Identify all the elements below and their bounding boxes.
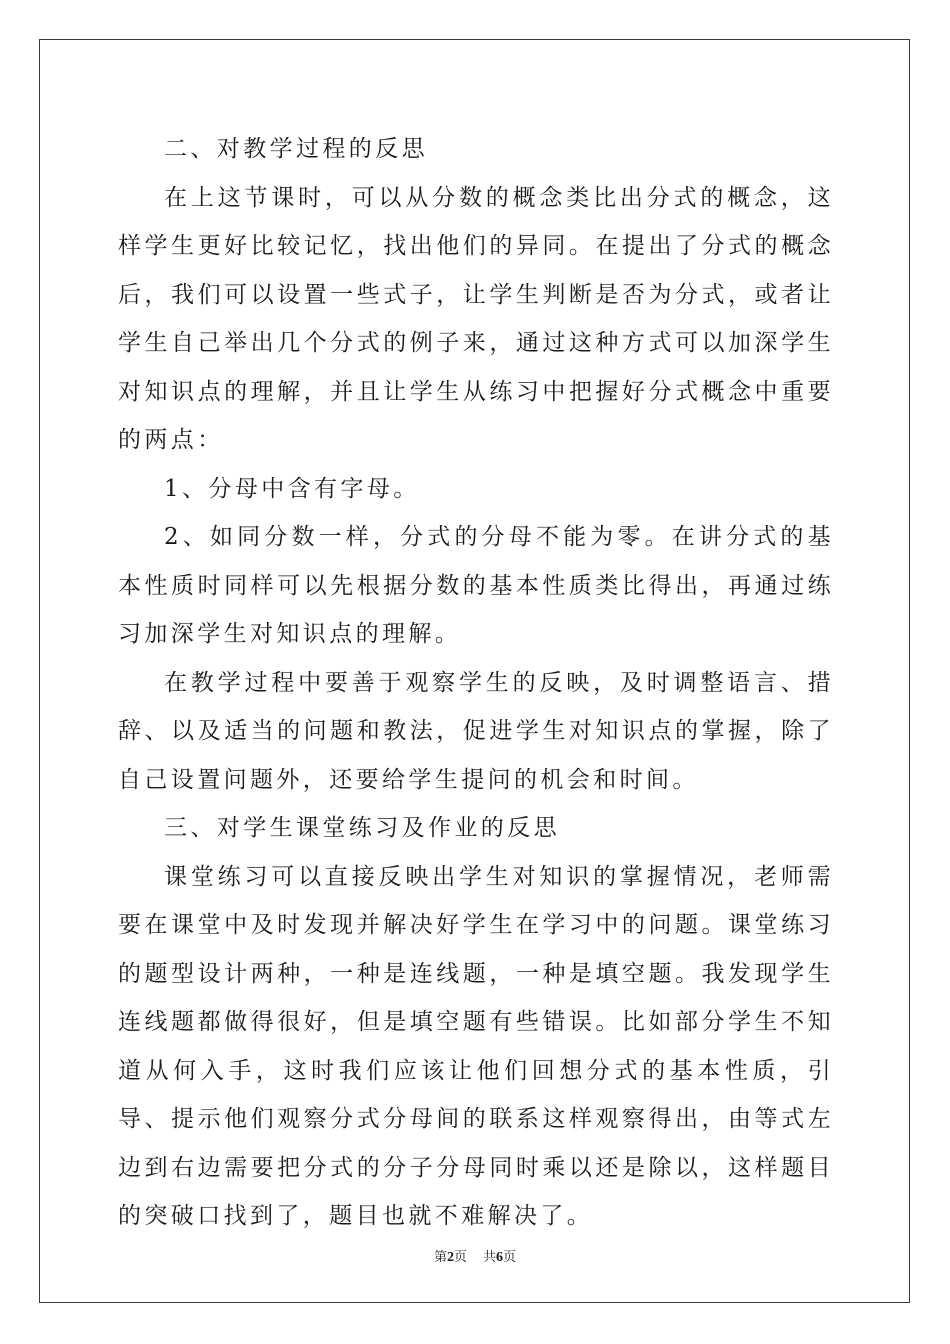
footer-page-suffix: 页 <box>453 1250 467 1265</box>
footer-total-prefix: 共 <box>483 1250 497 1265</box>
section-heading-3: 三、对学生课堂练习及作业的反思 <box>164 815 560 841</box>
paragraph-exercises: 课堂练习可以直接反映出学生对知识的掌握情况，老师需要在课堂中及时发现并解决好学生在学习中的问题。课堂练习的题型设计两种，一种是连线题，一种是填空题。我发现学生连线题都做得很好，但是填空题有些错误。比如部分学生不知道从何入手，这时我们应该让他们回想分式的基本性质，引导、提示他们观察分式分母间的联系这样观察得出，由等式左边到右边需要把分式的分子分母同时乘以还是除以，这样题目的突破口找到了，题目也就不难解决了。 <box>118 863 834 1229</box>
footer-page-prefix: 第 <box>433 1250 447 1265</box>
page-footer <box>0 1246 950 1266</box>
footer-page-total: 6 <box>496 1250 504 1265</box>
document-body <box>118 125 834 1241</box>
footer-total-suffix: 页 <box>503 1250 517 1265</box>
section-heading-2: 二、对教学过程的反思 <box>164 136 428 162</box>
paragraph-point-2: 2、如同分数一样，分式的分母不能为零。在讲分式的基本性质时同样可以先根据分数的基本性质类比得出，再通过练习加深学生对知识点的理解。 <box>118 524 834 647</box>
paragraph-analogy: 在上这节课时，可以从分数的概念类比出分式的概念，这样学生更好比较记忆，找出他们的异同。在提出了分式的概念后，我们可以设置一些式子，让学生判断是否为分式，或者让学生自己举出几个分式的例子来，通过这种方式可以加深学生对知识点的理解，并且让学生从练习中把握好分式概念中重要的两点： <box>118 184 834 453</box>
paragraph-point-1: 1、分母中含有字母。 <box>164 475 420 502</box>
footer-page-current: 2 <box>446 1250 454 1265</box>
paragraph-observation: 在教学过程中要善于观察学生的反映，及时调整语言、措辞、以及适当的问题和教法，促进学生对知识点的掌握，除了自己设置问题外，还要给学生提问的机会和时间。 <box>118 669 834 793</box>
